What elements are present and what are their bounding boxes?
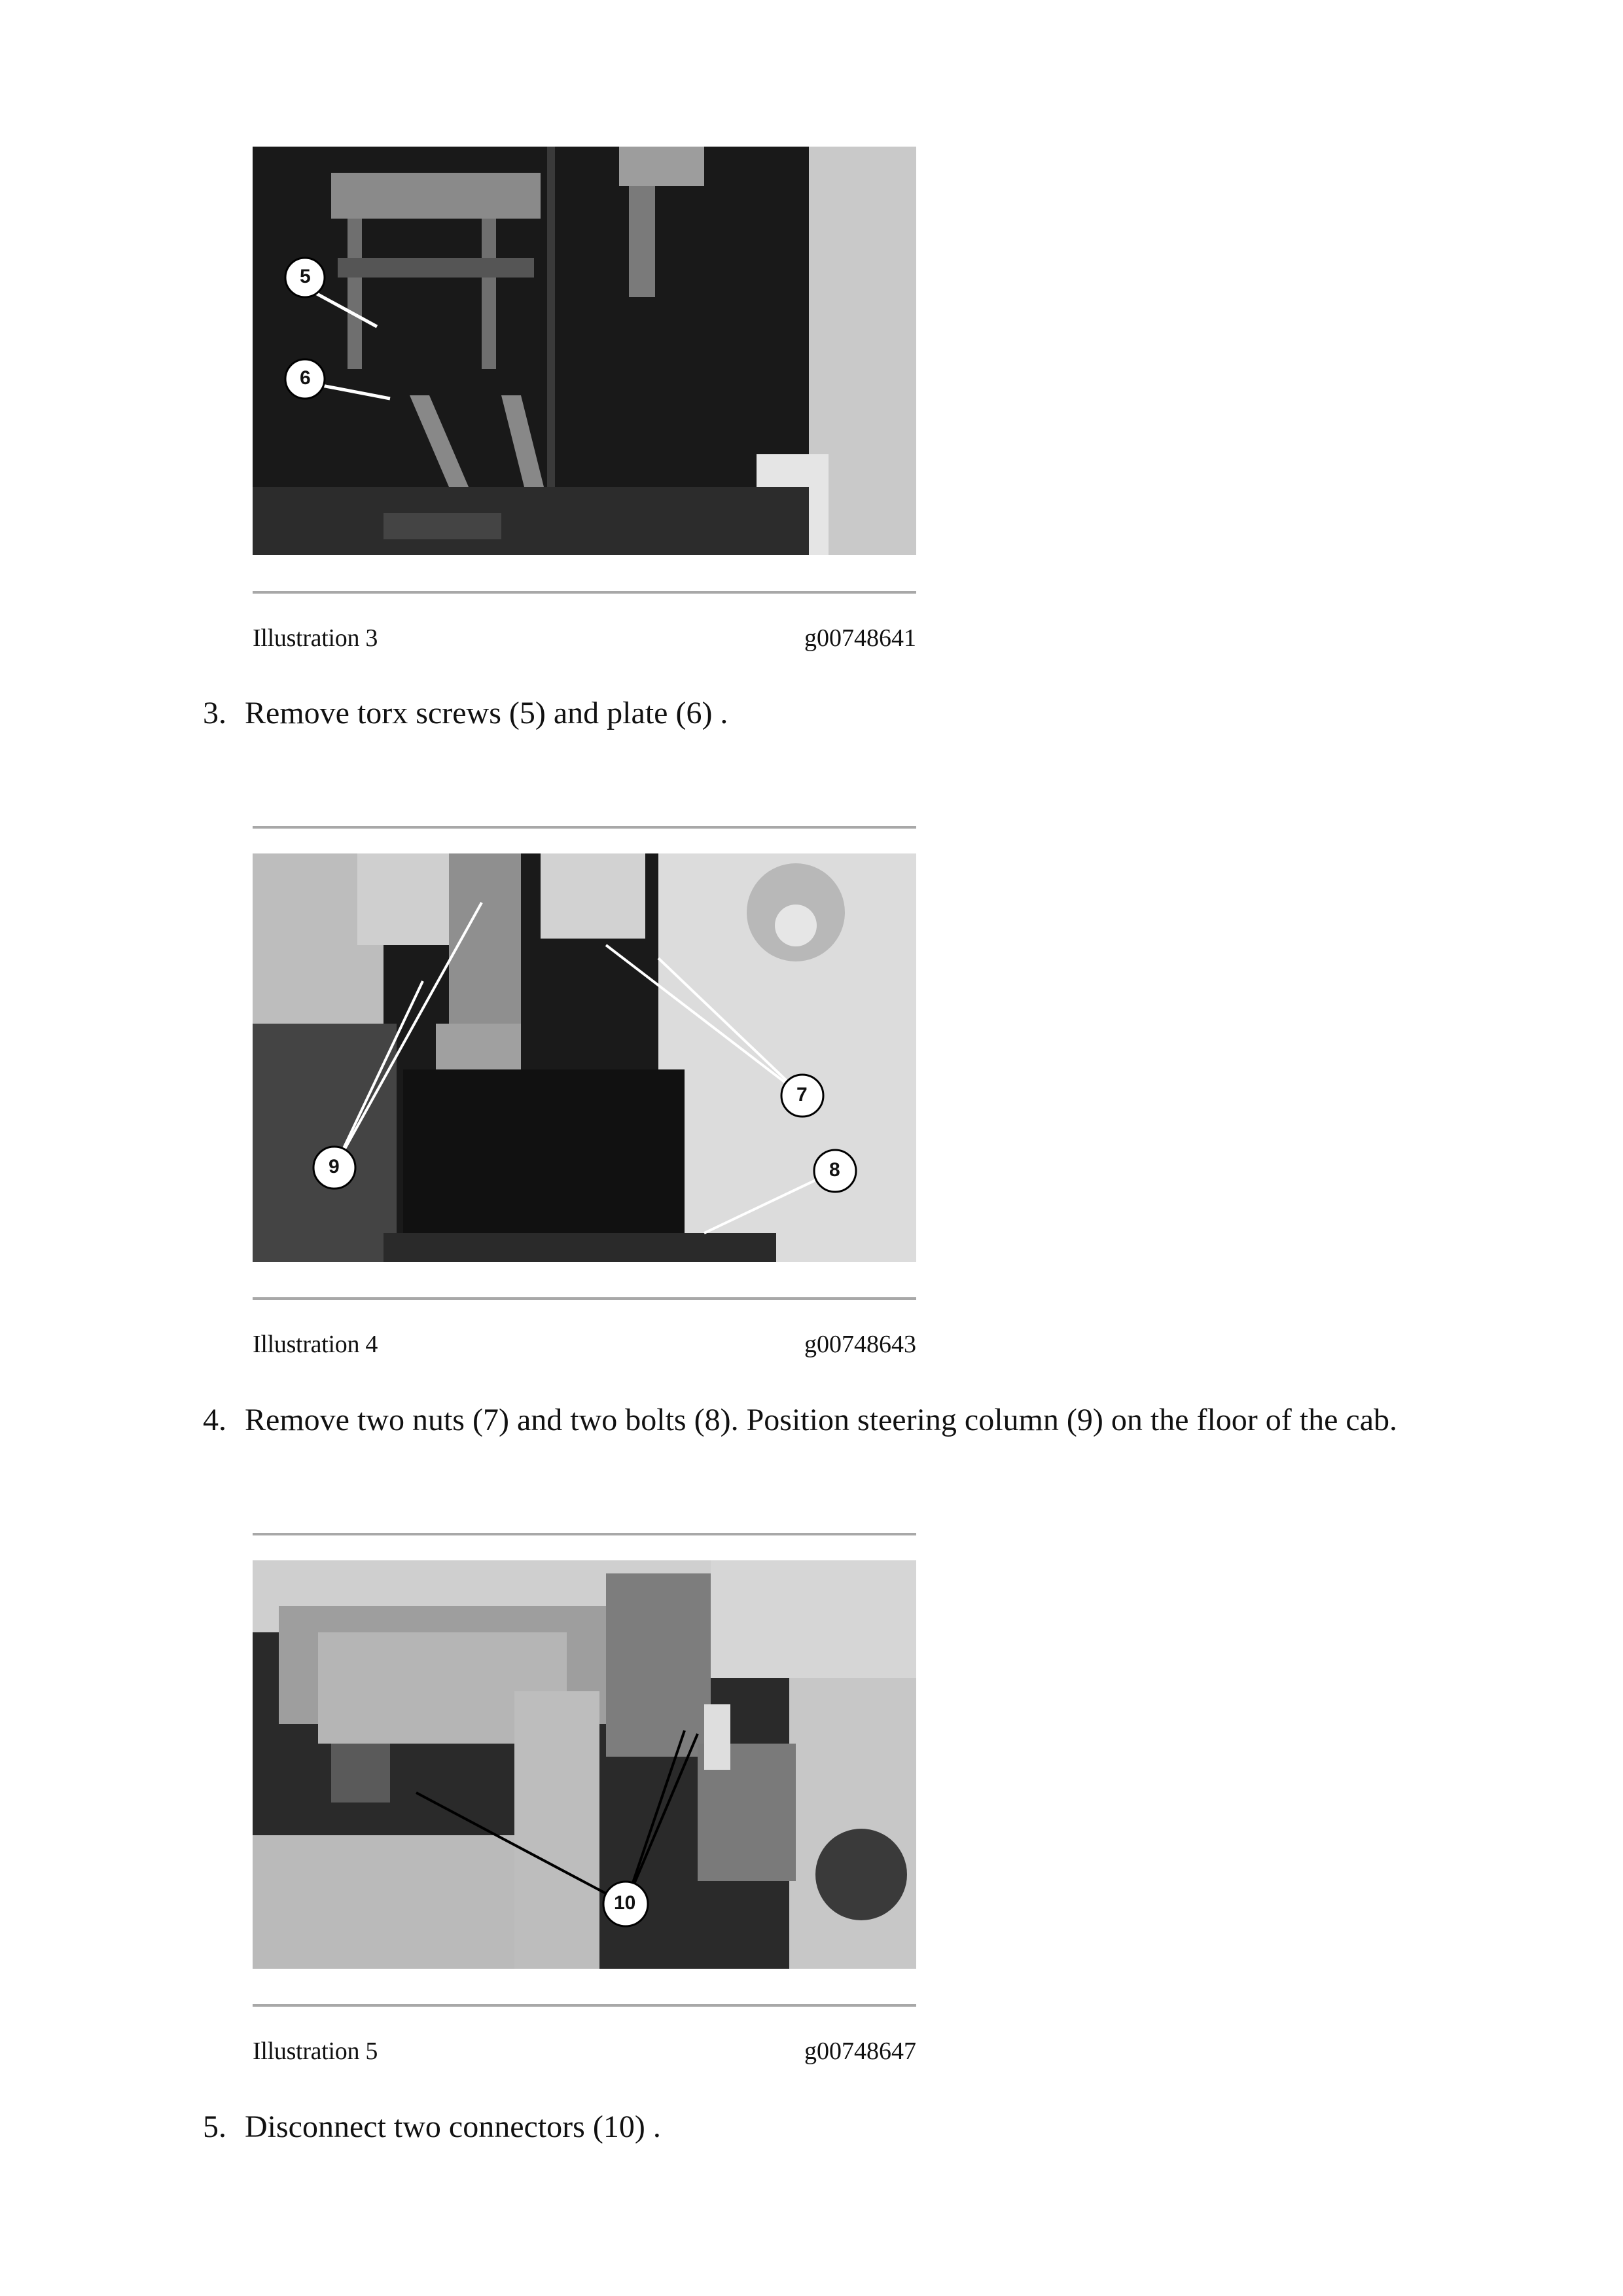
step-number: 5.	[203, 2109, 226, 2144]
step-4	[203, 1402, 1397, 1438]
figure-caption: Illustration 5	[253, 2037, 378, 2065]
illustration-4-photo	[253, 853, 916, 1262]
figure-id: g00748643	[804, 1331, 916, 1358]
callout-10: 10	[614, 1892, 636, 1914]
step-text: Disconnect two connectors (10) .	[245, 2109, 661, 2144]
step-number: 4.	[203, 1403, 226, 1437]
callout-8: 8	[829, 1159, 840, 1181]
divider	[253, 2004, 916, 2007]
callout-5: 5	[300, 266, 311, 287]
step-number: 3.	[203, 696, 226, 730]
figure-id: g00748641	[804, 624, 916, 652]
divider	[253, 826, 916, 829]
step-5	[203, 2109, 661, 2145]
callout-6: 6	[300, 367, 311, 389]
step-3	[203, 695, 728, 731]
callout-7: 7	[796, 1084, 808, 1105]
figure-caption: Illustration 3	[253, 624, 378, 652]
step-text: Remove two nuts (7) and two bolts (8). Position steering column (9) on the floor of the cab.	[245, 1403, 1398, 1437]
step-text: Remove torx screws (5) and plate (6) .	[245, 696, 728, 730]
figure-caption: Illustration 4	[253, 1331, 378, 1358]
illustration-5-photo	[253, 1560, 916, 1969]
divider	[253, 591, 916, 594]
figure-id: g00748647	[804, 2037, 916, 2065]
divider	[253, 1533, 916, 1535]
callout-9: 9	[329, 1156, 340, 1177]
divider	[253, 1297, 916, 1300]
illustration-3-photo	[253, 147, 916, 555]
